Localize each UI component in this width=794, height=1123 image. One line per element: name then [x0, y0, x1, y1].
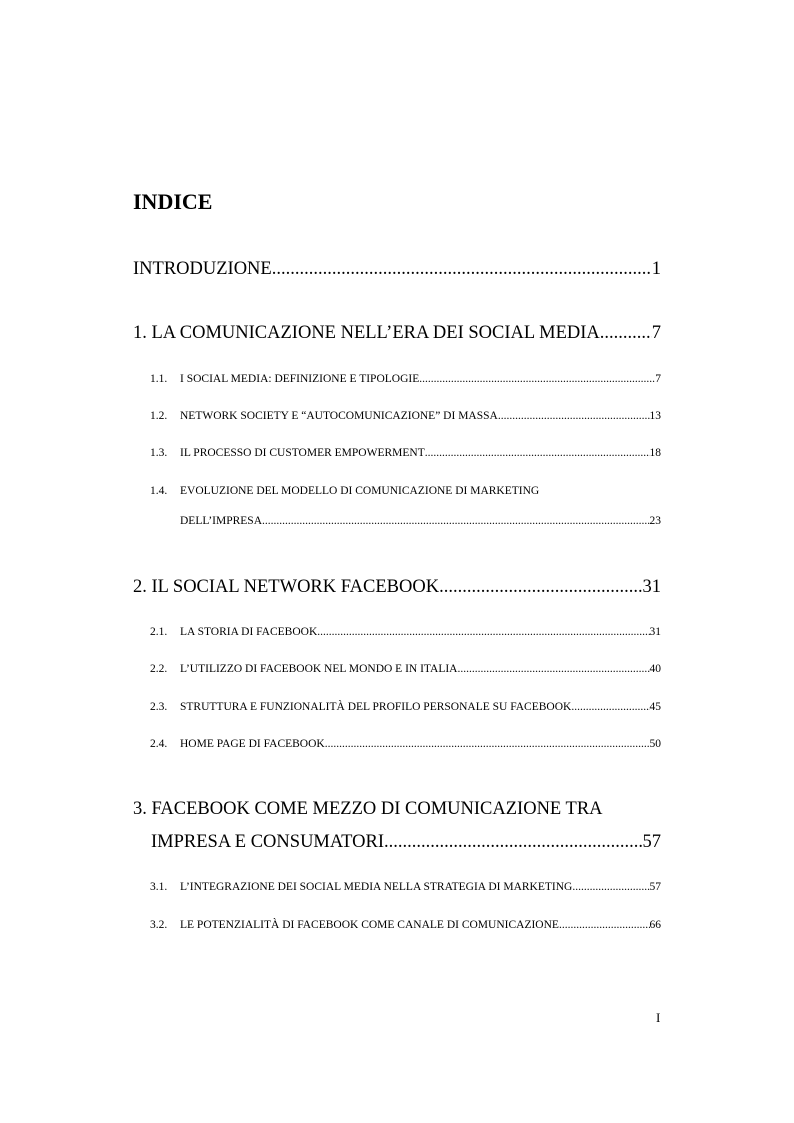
page-number: I [656, 1010, 661, 1025]
toc-section-label: NETWORK SOCIETY E “AUTOCOMUNICAZIONE” DI MASSA [180, 410, 498, 422]
toc-section-number: 2.1. [150, 626, 168, 638]
toc-section-page: 13 [649, 410, 661, 422]
dot-leader [272, 258, 652, 280]
toc-entry-label: INTRODUZIONE [133, 259, 272, 279]
toc-entry-page: 1 [651, 259, 661, 279]
dot-leader [498, 409, 650, 423]
toc-section-page: 57 [649, 881, 661, 893]
toc-section-label: IL PROCESSO DI CUSTOMER EMPOWERMENT [180, 447, 425, 459]
dot-leader [559, 918, 650, 932]
toc-section-label: STRUTTURA E FUNZIONALITÀ DEL PROFILO PERSONALE SU FACEBOOK [180, 701, 572, 713]
toc-section-2-3[interactable] [150, 700, 661, 714]
dot-leader [439, 576, 642, 598]
toc-section-number: 1.2. [150, 410, 168, 422]
dot-leader [419, 372, 655, 386]
toc-section-number: 1.1. [150, 373, 168, 385]
toc-section-page: 23 [649, 515, 661, 527]
toc-chapter-1[interactable] [133, 322, 661, 344]
toc-section-label: HOME PAGE DI FACEBOOK [180, 738, 325, 750]
toc-section-1-4-cont[interactable] [180, 514, 661, 528]
toc-chapter-label: 2. IL SOCIAL NETWORK FACEBOOK [133, 577, 440, 597]
dot-leader [572, 880, 649, 894]
toc-section-2-1[interactable] [150, 625, 661, 639]
toc-section-number: 3.1. [150, 881, 168, 893]
toc-section-page: 31 [649, 626, 661, 638]
toc-section-number: 2.3. [150, 701, 168, 713]
dot-leader [457, 662, 649, 676]
toc-section-2-2[interactable] [150, 662, 661, 676]
toc-section-1-4[interactable] [150, 484, 661, 498]
toc-section-label: LE POTENZIALITÀ DI FACEBOOK COME CANALE DI COMUNICAZIONE [180, 919, 559, 931]
dot-leader [425, 446, 650, 460]
toc-chapter-label-cont: IMPRESA E CONSUMATORI [151, 832, 385, 852]
dot-leader [571, 700, 649, 714]
dot-leader [262, 514, 650, 528]
toc-section-page: 66 [649, 919, 661, 931]
toc-section-label: I SOCIAL MEDIA: DEFINIZIONE E TIPOLOGIE [180, 373, 420, 385]
toc-section-number: 1.3. [150, 447, 168, 459]
toc-chapter-3-line1[interactable]: 3. FACEBOOK COME MEZZO DI COMUNICAZIONE TRA [133, 799, 603, 819]
toc-chapter-3-line2[interactable] [151, 831, 661, 853]
toc-section-page: 7 [655, 373, 661, 385]
toc-section-page: 45 [649, 701, 661, 713]
toc-section-number: 1.4. [150, 485, 168, 497]
toc-chapter-page: 57 [642, 832, 661, 852]
toc-entry-introduzione[interactable] [133, 258, 661, 280]
toc-section-number: 3.2. [150, 919, 168, 931]
toc-section-label: EVOLUZIONE DEL MODELLO DI COMUNICAZIONE DI MARKETING [180, 485, 540, 497]
toc-section-label: L’UTILIZZO DI FACEBOOK NEL MONDO E IN ITALIA [180, 663, 458, 675]
dot-leader [384, 831, 642, 853]
toc-section-page: 18 [649, 447, 661, 459]
toc-chapter-2[interactable] [133, 576, 661, 598]
toc-section-1-2[interactable] [150, 409, 661, 423]
toc-section-3-2[interactable] [150, 918, 661, 932]
toc-section-1-3[interactable] [150, 446, 661, 460]
toc-section-2-4[interactable] [150, 737, 661, 751]
toc-section-3-1[interactable] [150, 880, 661, 894]
toc-section-number: 2.2. [150, 663, 168, 675]
toc-section-page: 40 [649, 663, 661, 675]
toc-section-label-cont: DELL’IMPRESA [180, 515, 262, 527]
toc-chapter-label: 1. LA COMUNICAZIONE NELL’ERA DEI SOCIAL MEDIA [133, 323, 600, 343]
toc-chapter-page: 7 [651, 323, 661, 343]
dot-leader [325, 737, 650, 751]
toc-section-label: L’INTEGRAZIONE DEI SOCIAL MEDIA NELLA STRATEGIA DI MARKETING [180, 881, 573, 893]
page-title: INDICE [133, 189, 213, 214]
toc-section-label: LA STORIA DI FACEBOOK [180, 626, 318, 638]
toc-section-page: 50 [649, 738, 661, 750]
dot-leader [317, 625, 649, 639]
dot-leader [600, 322, 652, 344]
toc-section-1-1[interactable] [150, 372, 661, 386]
toc-chapter-page: 31 [642, 577, 661, 597]
toc-section-number: 2.4. [150, 738, 168, 750]
